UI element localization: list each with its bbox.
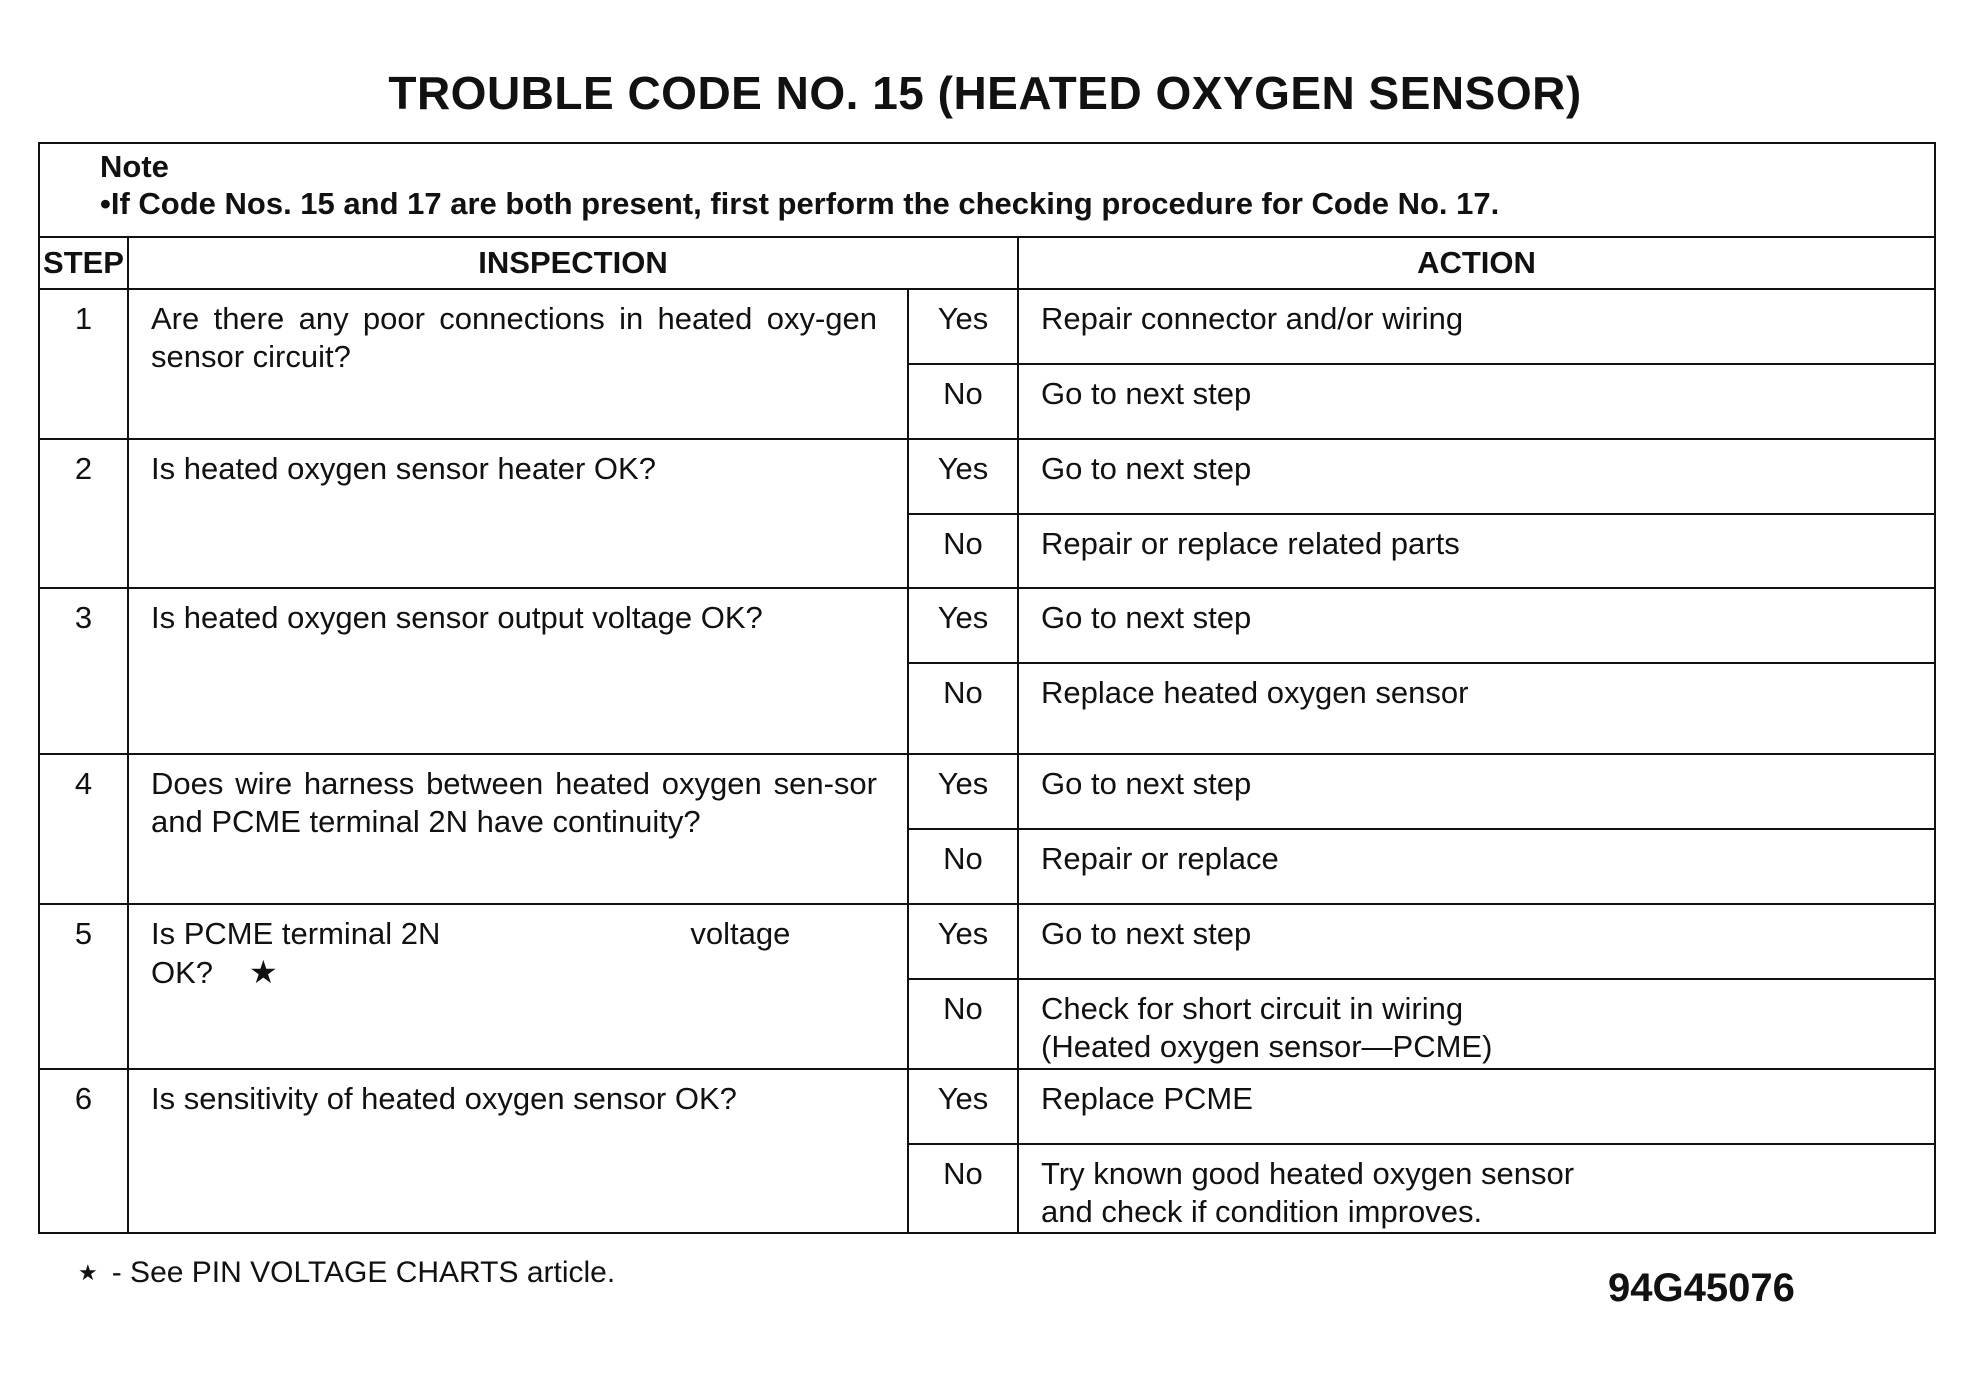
yes-action: Repair connector and/or wiring: [1018, 289, 1935, 364]
step-row: [39, 1069, 1935, 1144]
inspection-text-part3: OK?: [151, 955, 214, 990]
yes-label: Yes: [908, 1069, 1018, 1144]
note-label: Note: [100, 149, 169, 184]
note-row: [39, 143, 1935, 237]
figure-id: 94G45076: [1608, 1266, 1795, 1310]
yes-label: Yes: [908, 439, 1018, 514]
page-title: TROUBLE CODE NO. 15 (HEATED OXYGEN SENSOR): [388, 67, 1582, 119]
step-number: 2: [39, 439, 128, 588]
inspection-text: [128, 904, 908, 1069]
no-action: Replace heated oxygen sensor: [1018, 663, 1935, 754]
inspection-text: Is heated oxygen sensor heater OK?: [128, 439, 908, 588]
inspection-text-part2: voltage: [690, 916, 791, 951]
action-header: ACTION: [1018, 237, 1935, 289]
note-text: •If Code Nos. 15 and 17 are both present, first perform the checking procedure for Code No. 17.: [100, 186, 1500, 221]
yes-label: Yes: [908, 588, 1018, 663]
no-action-line1: Check for short circuit in wiring: [1041, 991, 1464, 1026]
star-icon: ★: [249, 954, 278, 990]
trouble-code-table-wrapper: [38, 142, 1934, 1234]
no-action: [1018, 1144, 1935, 1233]
step-row: [39, 904, 1935, 979]
trouble-code-table: [38, 142, 1936, 1234]
footnote-text: - See PIN VOLTAGE CHARTS article.: [111, 1256, 616, 1289]
step-header: STEP: [39, 237, 128, 289]
no-action: Go to next step: [1018, 364, 1935, 439]
footnote: [78, 1256, 615, 1290]
yes-action: Go to next step: [1018, 754, 1935, 829]
inspection-text: Does wire harness between heated oxygen sen-sor and PCME terminal 2N have continuity?: [128, 754, 908, 904]
inspection-text: Are there any poor connections in heated oxy-gen sensor circuit?: [128, 289, 908, 439]
step-number: 1: [39, 289, 128, 439]
step-number: 6: [39, 1069, 128, 1233]
no-action: Repair or replace related parts: [1018, 514, 1935, 588]
inspection-text: Is sensitivity of heated oxygen sensor OK?: [128, 1069, 908, 1233]
header-row: [39, 237, 1935, 289]
step-number: 5: [39, 904, 128, 1069]
no-label: No: [908, 514, 1018, 588]
step-row: [39, 439, 1935, 514]
step-row: [39, 754, 1935, 829]
note-box: [39, 143, 1935, 237]
inspection-text-part1: Is PCME terminal 2N: [151, 916, 441, 951]
footnote-star-icon: ★: [78, 1260, 98, 1285]
no-action-line2: and check if condition improves.: [1041, 1194, 1483, 1229]
no-label: No: [908, 1144, 1018, 1233]
yes-label: Yes: [908, 289, 1018, 364]
step-number: 3: [39, 588, 128, 754]
no-label: No: [908, 663, 1018, 754]
yes-label: Yes: [908, 754, 1018, 829]
no-action: Repair or replace: [1018, 829, 1935, 904]
yes-action: Replace PCME: [1018, 1069, 1935, 1144]
no-action: [1018, 979, 1935, 1069]
step-row: [39, 588, 1935, 663]
step-row: [39, 289, 1935, 364]
no-action-line2: (Heated oxygen sensor—PCME): [1041, 1029, 1493, 1064]
yes-action: Go to next step: [1018, 588, 1935, 663]
no-action-line1: Try known good heated oxygen sensor: [1041, 1156, 1575, 1191]
yes-label: Yes: [908, 904, 1018, 979]
no-label: No: [908, 364, 1018, 439]
yes-action: Go to next step: [1018, 439, 1935, 514]
step-number: 4: [39, 754, 128, 904]
no-label: No: [908, 829, 1018, 904]
no-label: No: [908, 979, 1018, 1069]
inspection-text: Is heated oxygen sensor output voltage OK?: [128, 588, 908, 754]
inspection-header: INSPECTION: [128, 237, 1018, 289]
yes-action: Go to next step: [1018, 904, 1935, 979]
